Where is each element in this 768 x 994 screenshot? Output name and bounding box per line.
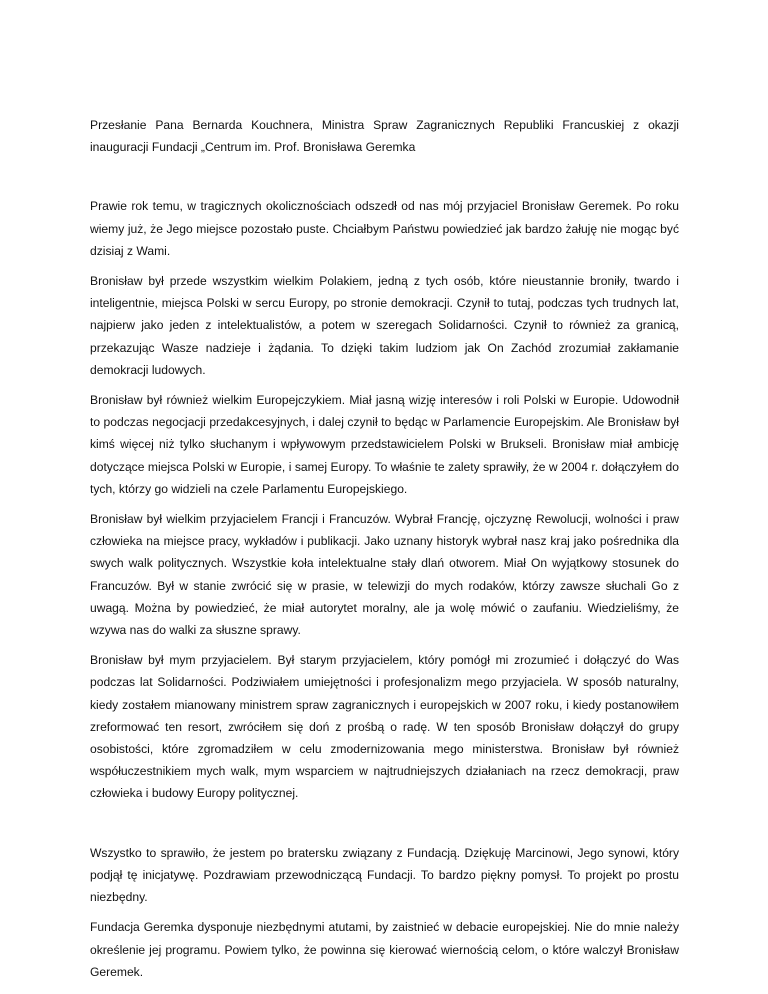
paragraph-3: Bronisław był również wielkim Europejczykiem. Miał jasną wizję interesów i roli Polski w Europie. Udowodnił to podczas negocjacji przedakcesyjnych, i dalej czynił to będąc w Parlamencie Europejskim. Ale Bronisław był kimś więcej niż tylko słuchanym i wpływowym przedstawicielem Polski w Brukseli. Bronisław miał ambicję dotyczące miejsca Polski w Europie, i samej Europy. To właśnie te zalety sprawiły, że w 2004 r. dołączyłem do tych, którzy go widzieli na czele Parlamentu Europejskiego. (90, 393, 679, 496)
paragraph-5: Bronisław był mym przyjacielem. Był starym przyjacielem, który pomógł mi zrozumieć i dołączyć do Was podczas lat Solidarności. Podziwiałem umiejętności i profesjonalizm mego przyjaciela. W sposób naturalny, kiedy zostałem mianowany ministrem spraw zagranicznych i europejskich w 2007 roku, i kiedy postanowiłem zreformować ten resort, zwróciłem się doń z prośbą o radę. W ten sposób Bronisław dołączył do grupy osobistości, które zgromadziłem w celu zmodernizowania mego ministerstwa. Bronisław był również współuczestnikiem mych walk, mym wsparciem w najtrudniejszych działaniach na rzecz demokracji, praw człowieka i budowy Europy politycznej. (90, 653, 679, 801)
document-page (90, 114, 679, 983)
document-title: Przesłanie Pana Bernarda Kouchnera, Ministra Spraw Zagranicznych Republiki Francuskiej z okazji inauguracji Fundacji „Centrum im. Prof. Bronisława Geremka (90, 118, 679, 155)
paragraph-4: Bronisław był wielkim przyjacielem Francji i Francuzów. Wybrał Francję, ojczyznę Rewolucji, wolności i praw człowieka na miejsce pracy, wykładów i publikacji. Jako uznany historyk wybrał nasz kraj jako pośrednika dla swych walk politycznych. Wszystkie koła intelektualne stały dlań otworem. Miał On wyjątkowy stosunek do Francuzów. Był w stanie zwrócić się w prasie, w telewizji do mych rodaków, którzy zawsze słuchali Go z uwagą. Można by powiedzieć, że miał autorytet moralny, ale ja wolę mówić o zaufaniu. Wiedzieliśmy, że wzywa nas do walki za słuszne sprawy. (90, 512, 679, 638)
paragraph-6: Wszystko to sprawiło, że jestem po bratersku związany z Fundacją. Dziękuję Marcinowi, Jego synowi, który podjął tę inicjatywę. Pozdrawiam przewodniczącą Fundacji. To bardzo piękny pomysł. To projekt po prostu niezbędny. (90, 845, 679, 905)
paragraph-1: Prawie rok temu, w tragicznych okolicznościach odszedł od nas mój przyjaciel Bronisław Geremek. Po roku wiemy już, że Jego miejsce pozostało puste. Chciałbym Państwu powiedzieć jak bardzo żałuję nie mogąc być dzisiaj z Wami. (90, 199, 679, 258)
paragraph-7: Fundacja Geremka dysponuje niezbędnymi atutami, by zaistnieć w debacie europejskiej. Nie do mnie należy określenie jej programu. Powiem tylko, że powinna się kierować wiernością celom, o które walczył Bronisław Geremek. (90, 920, 679, 979)
paragraph-2: Bronisław był przede wszystkim wielkim Polakiem, jedną z tych osób, które nieustannie broniły, twardo i inteligentnie, miejsca Polski w sercu Europy, po stronie demokracji. Czynił to tutaj, podczas tych trudnych lat, najpierw jako jeden z intelektualistów, a potem w szeregach Solidarności. Czynił to również za granicą, przekazując Wasze nadzieje i żądania. To dzięki takim ludziom jak On Zachód zrozumiał zakłamanie demokracji ludowych. (90, 274, 679, 377)
